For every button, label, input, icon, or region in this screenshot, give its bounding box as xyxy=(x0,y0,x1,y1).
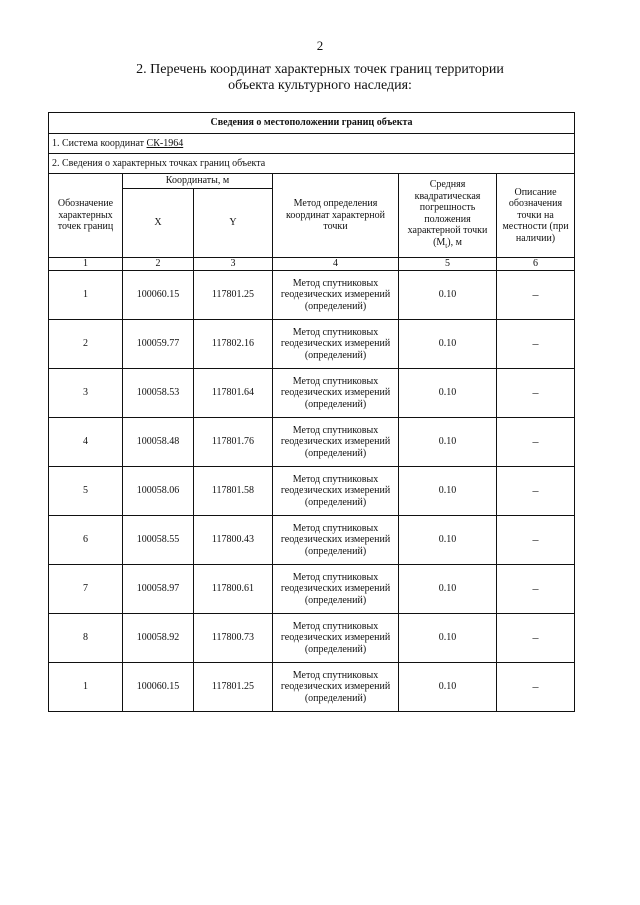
table-row xyxy=(49,467,575,516)
cell-x: 100058.53 xyxy=(123,369,194,418)
cell-y: 117801.25 xyxy=(194,663,273,712)
cell-y: 117801.25 xyxy=(194,271,273,320)
cell-point: 4 xyxy=(49,418,123,467)
table-row xyxy=(49,565,575,614)
cell-accuracy: 0.10 xyxy=(399,467,497,516)
cell-method: Метод спутниковых геодезических измерений (определений) xyxy=(273,614,399,663)
header-coordinates: Координаты, м xyxy=(123,174,273,189)
cell-point: 3 xyxy=(49,369,123,418)
cell-description: – xyxy=(497,614,575,663)
table-caption: Сведения о местоположении границ объекта xyxy=(49,113,575,134)
page-number: 2 xyxy=(316,38,324,53)
cell-y: 117802.16 xyxy=(194,320,273,369)
document-title-line-2: объекта культурного наследия: xyxy=(228,78,412,93)
cell-description: – xyxy=(497,418,575,467)
table-row xyxy=(49,271,575,320)
header-designation: Обозначение характерных точек границ xyxy=(49,174,123,258)
cell-accuracy: 0.10 xyxy=(399,516,497,565)
coordinate-system-label: 1. Система координат xyxy=(52,137,147,149)
cell-point: 1 xyxy=(49,663,123,712)
cell-description: – xyxy=(497,565,575,614)
cell-method: Метод спутниковых геодезических измерений (определений) xyxy=(273,565,399,614)
cell-accuracy: 0.10 xyxy=(399,565,497,614)
document-title xyxy=(40,62,600,94)
column-number: 1 xyxy=(49,258,123,271)
cell-x: 100059.77 xyxy=(123,320,194,369)
cell-accuracy: 0.10 xyxy=(399,271,497,320)
cell-point: 5 xyxy=(49,467,123,516)
column-number: 4 xyxy=(273,258,399,271)
points-heading: 2. Сведения о характерных точках границ объекта xyxy=(49,154,575,174)
cell-x: 100058.55 xyxy=(123,516,194,565)
cell-method: Метод спутниковых геодезических измерений (определений) xyxy=(273,467,399,516)
cell-description: – xyxy=(497,369,575,418)
table-row xyxy=(49,369,575,418)
column-number: 3 xyxy=(194,258,273,271)
header-y: Y xyxy=(194,189,273,258)
cell-y: 117800.43 xyxy=(194,516,273,565)
cell-y: 117801.58 xyxy=(194,467,273,516)
cell-accuracy: 0.10 xyxy=(399,418,497,467)
table-row xyxy=(49,516,575,565)
column-number: 6 xyxy=(497,258,575,271)
cell-method: Метод спутниковых геодезических измерений (определений) xyxy=(273,516,399,565)
cell-description: – xyxy=(497,663,575,712)
header-accuracy: Средняя квадратическая погрешность положения характерной точки $(M_t)$, м xyxy=(399,174,497,258)
header-description: Описание обозначения точки на местности (при наличии) xyxy=(497,174,575,258)
coordinate-system-value: СК-1964 xyxy=(146,137,184,149)
cell-y: 117800.61 xyxy=(194,565,273,614)
header-x: X xyxy=(123,189,194,258)
cell-point: 6 xyxy=(49,516,123,565)
cell-x: 100058.06 xyxy=(123,467,194,516)
cell-x: 100058.92 xyxy=(123,614,194,663)
cell-point: 8 xyxy=(49,614,123,663)
cell-description: – xyxy=(497,516,575,565)
cell-y: 117800.73 xyxy=(194,614,273,663)
cell-point: 2 xyxy=(49,320,123,369)
header-method: Метод определения координат характерной точки xyxy=(273,174,399,258)
table-row xyxy=(49,320,575,369)
cell-method: Метод спутниковых геодезических измерений (определений) xyxy=(273,320,399,369)
cell-y: 117801.76 xyxy=(194,418,273,467)
cell-accuracy: 0.10 xyxy=(399,663,497,712)
cell-accuracy: 0.10 xyxy=(399,320,497,369)
coordinate-system-row xyxy=(49,134,575,154)
table-row xyxy=(49,418,575,467)
document-title-line-1: 2. Перечень координат характерных точек границ территории xyxy=(136,62,504,77)
cell-description: – xyxy=(497,467,575,516)
cell-method: Метод спутниковых геодезических измерений (определений) xyxy=(273,369,399,418)
table-row xyxy=(49,663,575,712)
cell-x: 100058.48 xyxy=(123,418,194,467)
cell-y: 117801.64 xyxy=(194,369,273,418)
table-row xyxy=(49,614,575,663)
column-number: 5 xyxy=(399,258,497,271)
cell-description: – xyxy=(497,271,575,320)
cell-method: Метод спутниковых геодезических измерений (определений) xyxy=(273,663,399,712)
cell-x: 100060.15 xyxy=(123,663,194,712)
coordinates-table xyxy=(48,112,575,712)
cell-method: Метод спутниковых геодезических измерений (определений) xyxy=(273,271,399,320)
cell-description: – xyxy=(497,320,575,369)
cell-method: Метод спутниковых геодезических измерений (определений) xyxy=(273,418,399,467)
column-number: 2 xyxy=(123,258,194,271)
cell-point: 1 xyxy=(49,271,123,320)
cell-x: 100060.15 xyxy=(123,271,194,320)
cell-accuracy: 0.10 xyxy=(399,369,497,418)
cell-x: 100058.97 xyxy=(123,565,194,614)
cell-point: 7 xyxy=(49,565,123,614)
cell-accuracy: 0.10 xyxy=(399,614,497,663)
